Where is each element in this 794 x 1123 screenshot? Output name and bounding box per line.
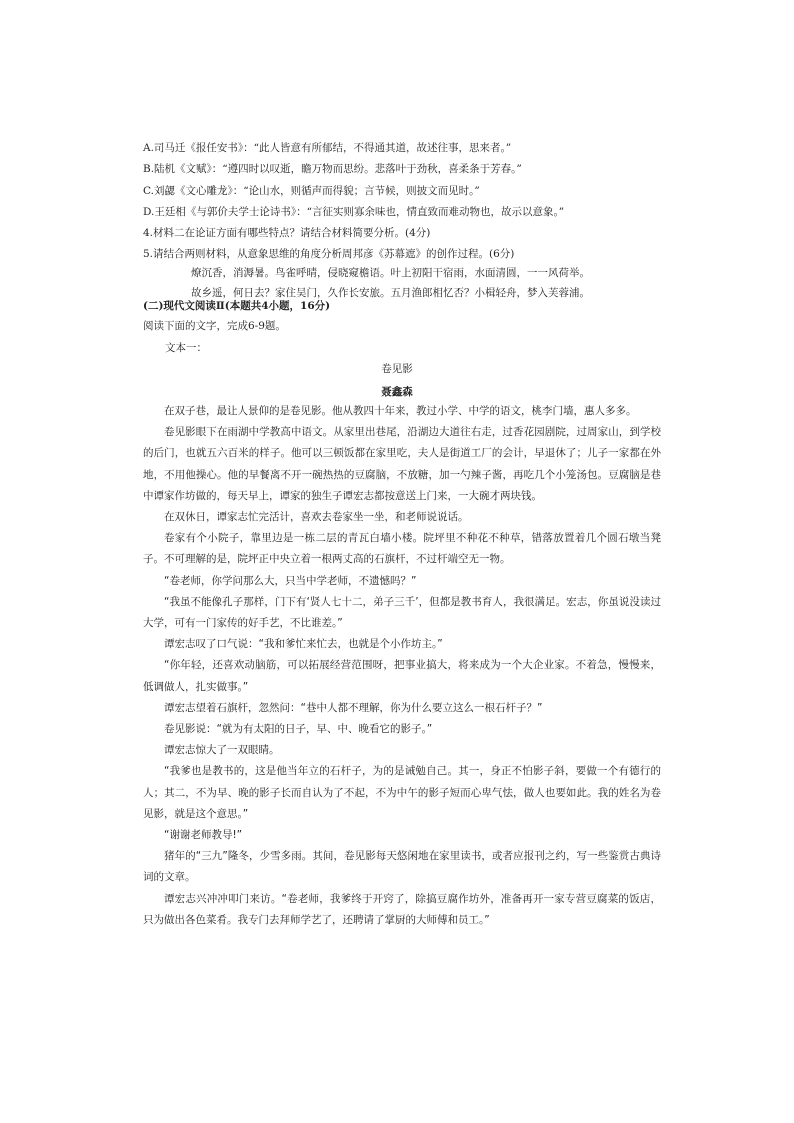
- answer-options: [143, 138, 663, 223]
- paragraph: “我虽不能像孔子那样，门下有‘贤人七十二，弟子三千’，但都是教书育人，我很满足。宏志，你虽说没读过大学，可有一门家传的好手艺，不比谁差。”: [143, 595, 661, 630]
- story-title: 卷见影: [381, 363, 413, 375]
- paragraph: “你年轻，还喜欢动脑筋，可以拓展经营范围呀，把事业搞大，将来成为一个大企业家。不着急，慢慢来，低调做人，扎实做事。”: [143, 659, 661, 693]
- paragraph: “我爹也是教书的，这是他当年立的石杆子，为的是诫勉自己。其一，身正不怕影子斜，要做一个有德行的人；其二，不为早、晚的影子长而自认为了不起，不为中午的影子短而心卑气怯，做人也要如此。我的姓名为卷见影，就是这个意思。”: [143, 765, 661, 820]
- question-5: 5.请结合两则材料，从意象思维的角度分析周邦彦《苏幕遮》的创作过程。(6分): [143, 248, 515, 260]
- paragraph: 卷见影眼下在雨湖中学教高中语文。从家里出巷尾，沿湖边大道往右走，过香花园剧院，过周家山，到学校的后门，也就五六百米的样子。他可以三顿饭都在家里吃，夫人是街道工厂的会计，早退休了；儿子一家都在外地，不用他操心。他的早餐离不开一碗热热的豆腐脑，不放糖，加一勺辣子酱，再吃几个小笼汤包。豆腐脑是巷中谭家作坊做的，每天早上，谭家的独生子谭宏志都按意送上门来，一大碗才两块钱。: [143, 426, 661, 502]
- paragraph: 谭宏志兴冲冲叩门来访。“卷老师，我爹终于开窍了，除搞豆腐作坊外，准备再开一家专营豆腐菜的饭店，只为做出各色菜肴。我专门去拜师学艺了，还聘请了掌厨的大师傅和员工。”: [143, 892, 661, 926]
- paragraph: 在双休日，谭家志忙完活计，喜欢去卷家坐一坐，和老师说说话。: [164, 511, 469, 524]
- paragraph: 在双子巷，最让人景仰的是卷见影。他从教四十年来，教过小学、中学的语文，桃李门墙，惠人多多。: [164, 405, 637, 417]
- paragraph: 谭宏志叹了口气说：“我和爹忙来忙去，也就是个小作坊主。”: [164, 638, 443, 651]
- option-a: A.司马迁《报任安书》：“此人皆意有所郁结，不得通其道，故述往事，思来者。”: [143, 142, 512, 154]
- story-body: [143, 401, 661, 931]
- section-title: (二)现代文阅读Ⅱ(本题共4小题，16分): [143, 300, 331, 312]
- question-4: 4.材料二在论证方面有哪些特点？请结合材料简要分析。(4分): [143, 227, 431, 239]
- option-c: C.刘勰《文心雕龙》：“论山水，则循声而得貌；言节候，则披文而见时。”: [143, 184, 480, 197]
- paragraph: 猪年的“三九”隆冬，少雪多雨。其间，卷见影每天悠闲地在家里读书，或者应报刊之约，写一些鉴赏古典诗词的文章。: [143, 850, 661, 884]
- paragraph: 卷见影说：“就为有太阳的日子，早、中、晚看它的影子。”: [164, 723, 433, 736]
- paragraph: “谢谢老师教导!”: [164, 829, 243, 842]
- option-b: B.陆机《文赋》：“遵四时以叹逝，瞻万物而思纷。悲落叶于劲秋，喜柔条于芳春。”: [143, 163, 522, 176]
- paragraph: 卷家有个小院子，靠里边是一栋二层的青瓦白墙小楼。院坪里不种花不种草，错落放置着几个圆石墩当凳子。不可理解的是，院坪正中央立着一根两丈高的石旗杆，不过杆端空无一物。: [143, 532, 661, 566]
- reading-instruction: 阅读下面的文字，完成6-9题。: [143, 320, 286, 332]
- story-author: 聂鑫森: [381, 386, 413, 398]
- paragraph: 谭宏志惊大了一双眼睛。: [164, 744, 280, 757]
- paragraph: “卷老师，你学问那么大，只当中学老师，不遗憾吗？”: [164, 574, 417, 587]
- paragraph: 谭宏志望着石旗杆，忽然问：“巷中人都不理解，你为什么要立这么一根石杆子？”: [164, 701, 543, 714]
- poem-line-1: 燎沉香，消溽暑。鸟雀呼晴，侵晓窥檐语。叶上初阳干宿雨，水面清圆，一一风荷举。: [191, 267, 590, 279]
- option-d: D.王廷相《与郭价夫学士论诗书》：“言征实则寡余味也，情直致而难动物也，故示以意象。”: [143, 205, 565, 218]
- text-label: 文本一：: [165, 342, 207, 354]
- poem-line-2: 故乡遥，何日去？家住吴门，久作长安旅。五月渔郎相忆否？小楫轻舟，梦入芙蓉浦。: [191, 287, 590, 299]
